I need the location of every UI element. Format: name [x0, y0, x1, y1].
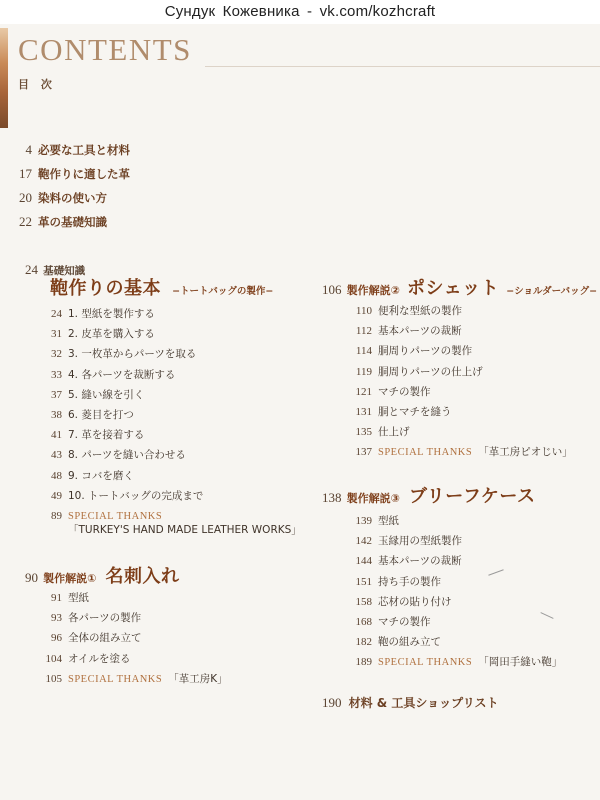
- briefcase-header[interactable]: [322, 482, 535, 508]
- page-number: 190: [322, 695, 342, 710]
- section-title: 鞄作りの基本: [50, 278, 161, 299]
- page-number: 96: [51, 632, 62, 645]
- list-item[interactable]: [32, 443, 302, 463]
- page-number: 17: [19, 166, 32, 181]
- item-label: 7. 革を接着する: [68, 429, 145, 442]
- page-number: 110: [355, 305, 372, 317]
- item-label: マチの製作: [378, 615, 431, 628]
- page-number: 151: [355, 575, 372, 588]
- section-subtitle: −ショルダーバッグ−: [506, 286, 598, 297]
- item-label: 全体の組み立て: [68, 632, 142, 645]
- entry-label: 材料 & 工具ショップリスト: [348, 696, 499, 710]
- toc-entry-tools[interactable]: [10, 139, 130, 158]
- list-item[interactable]: [32, 606, 228, 626]
- list-item[interactable]: [342, 549, 562, 569]
- item-label: 玉縁用の型紙製作: [378, 535, 462, 548]
- page-number: 142: [355, 535, 372, 548]
- page-number: 106: [322, 282, 342, 297]
- item-label: 各パーツの製作: [68, 612, 142, 625]
- section-subtitle: −トートバッグの製作−: [172, 286, 274, 297]
- page-number: 48: [51, 469, 62, 482]
- page-number: 89: [51, 509, 62, 522]
- item-label: 6. 菱目を打つ: [68, 408, 134, 421]
- special-thanks-label: SPECIAL THANKS: [68, 673, 163, 685]
- special-thanks-name: 「岡田手縫い鞄」: [478, 656, 563, 669]
- page-number: 137: [355, 446, 372, 459]
- list-item[interactable]: [32, 423, 302, 443]
- page-number: 121: [355, 385, 372, 398]
- list-item[interactable]: [32, 322, 302, 342]
- list-item[interactable]: [342, 420, 573, 440]
- entry-label: 革の基礎知識: [38, 215, 107, 229]
- meishi-header[interactable]: [25, 562, 180, 588]
- page-number: 24: [25, 262, 38, 277]
- page-number: 168: [355, 615, 372, 628]
- list-item[interactable]: [342, 509, 562, 529]
- item-label: 芯材の貼り付け: [378, 595, 452, 608]
- page-number: 131: [355, 405, 372, 418]
- list-item[interactable]: [342, 610, 562, 630]
- special-thanks-label: SPECIAL THANKS: [378, 657, 473, 669]
- list-item[interactable]: [32, 302, 302, 322]
- item-label: 型紙: [68, 592, 89, 604]
- list-item[interactable]: [342, 319, 573, 339]
- item-label: オイルを塗る: [68, 652, 131, 665]
- page-number: 93: [51, 612, 62, 625]
- page-number: 38: [51, 408, 62, 421]
- special-thanks-name: 「革工房K」: [168, 672, 228, 685]
- item-label: 4. 各パーツを裁断する: [68, 368, 176, 381]
- page-number: 49: [51, 489, 62, 502]
- list-item[interactable]: [32, 383, 302, 403]
- list-item[interactable]: [342, 400, 573, 420]
- item-label: 2. 皮革を購入する: [68, 328, 155, 341]
- entry-label: 染料の使い方: [38, 191, 107, 205]
- item-label: 仕上げ: [378, 426, 410, 439]
- list-item[interactable]: [342, 380, 573, 400]
- page-number: 135: [355, 426, 372, 439]
- section-title: ポシェット: [407, 278, 500, 299]
- list-item[interactable]: [342, 590, 562, 610]
- item-label: 胴周りパーツの仕上げ: [378, 365, 483, 378]
- item-label: マチの製作: [378, 385, 431, 398]
- special-thanks-label: SPECIAL THANKS: [378, 447, 473, 459]
- item-label: 10. トートバッグの完成まで: [68, 489, 204, 502]
- list-item[interactable]: [32, 342, 302, 362]
- section-title: ブリーフケース: [409, 486, 536, 507]
- list-item[interactable]: [342, 529, 562, 549]
- list-item[interactable]: [32, 363, 302, 383]
- page-number: 31: [51, 328, 62, 341]
- special-thanks-item[interactable]: [342, 440, 573, 460]
- list-item[interactable]: [342, 299, 573, 319]
- section-kicker: 基礎知識: [43, 265, 86, 277]
- item-label: 8. パーツを縫い合わせる: [68, 449, 186, 462]
- pochette-header[interactable]: [322, 274, 597, 300]
- page-number: 119: [355, 365, 372, 378]
- list-item[interactable]: [32, 484, 302, 504]
- special-thanks-item[interactable]: [342, 650, 562, 670]
- toc-entry-shoplist[interactable]: [322, 692, 498, 711]
- page-title: CONTENTS: [18, 32, 192, 67]
- pochette-list: [342, 299, 573, 461]
- page-number: 22: [19, 214, 32, 229]
- page-number: 182: [355, 636, 372, 649]
- list-item[interactable]: [342, 570, 562, 590]
- list-item[interactable]: [342, 630, 562, 650]
- entry-label: 鞄作りに適した革: [38, 167, 130, 181]
- special-thanks-item[interactable]: [32, 506, 302, 522]
- list-item[interactable]: [32, 403, 302, 423]
- item-label: 胴周りパーツの製作: [378, 345, 473, 358]
- page-subtitle: 目 次: [18, 78, 56, 91]
- page-number: 37: [51, 388, 62, 401]
- special-thanks-name: 「革工房ピオじい」: [478, 446, 573, 459]
- item-label: 基本パーツの裁断: [378, 555, 462, 568]
- page-number: 138: [322, 490, 342, 505]
- list-item[interactable]: [32, 464, 302, 484]
- page-number: 189: [355, 656, 372, 669]
- title-rule: [205, 66, 600, 67]
- section-title: 名刺入れ: [105, 566, 180, 587]
- briefcase-list: [342, 509, 562, 671]
- toc-entry-leather[interactable]: [10, 163, 130, 182]
- item-label: 胴とマチを縫う: [378, 405, 452, 418]
- list-item[interactable]: [32, 647, 228, 667]
- page-number: 144: [355, 555, 372, 568]
- item-label: 9. コバを磨く: [68, 469, 134, 482]
- toc-entry-basics[interactable]: [10, 211, 107, 230]
- page-number: 24: [51, 308, 62, 320]
- item-label: 鞄の組み立て: [378, 636, 441, 649]
- item-label: 型紙: [378, 515, 399, 527]
- entry-label: 必要な工具と材料: [38, 143, 130, 157]
- list-item[interactable]: [342, 360, 573, 380]
- list-item[interactable]: [342, 339, 573, 359]
- toc-entry-dye[interactable]: [10, 187, 107, 206]
- page-number: 104: [45, 652, 62, 665]
- page-number: 33: [51, 368, 62, 381]
- page-number: 158: [355, 595, 372, 608]
- kiso-list: [32, 302, 302, 538]
- item-label: 3. 一枚革からパーツを取る: [68, 348, 197, 361]
- section-kicker: 製作解説①: [43, 572, 97, 585]
- item-label: 5. 縫い線を引く: [68, 388, 145, 401]
- special-thanks-label: SPECIAL THANKS: [68, 510, 163, 522]
- page-number: 32: [51, 348, 62, 361]
- kiso-title-row: [50, 274, 273, 300]
- color-band: [0, 28, 8, 128]
- item-label: 基本パーツの裁断: [378, 325, 462, 338]
- special-thanks-item[interactable]: [32, 667, 228, 687]
- section-kicker: 製作解説②: [346, 284, 400, 297]
- special-thanks-name: 「TURKEY'S HAND MADE LEATHER WORKS」: [68, 523, 302, 536]
- page-number: 41: [51, 429, 62, 442]
- page-number: 20: [19, 190, 32, 205]
- page-number: 114: [355, 345, 372, 358]
- watermark: Сундук Кожевника - vk.com/kozhcraft: [0, 0, 600, 24]
- list-item[interactable]: [32, 586, 228, 606]
- page-number: 112: [355, 325, 372, 338]
- list-item[interactable]: [32, 626, 228, 646]
- page-number: 139: [355, 515, 372, 527]
- item-label: 1. 型紙を製作する: [68, 308, 155, 320]
- page-number: 90: [25, 570, 38, 585]
- page-number: 91: [51, 592, 62, 604]
- item-label: 便利な型紙の製作: [378, 305, 462, 317]
- page-number: 105: [45, 672, 62, 685]
- page-number: 4: [25, 142, 32, 157]
- item-label: 持ち手の製作: [378, 575, 441, 588]
- meishi-list: [32, 586, 228, 687]
- section-kicker: 製作解説③: [346, 492, 400, 505]
- page-number: 43: [51, 449, 62, 462]
